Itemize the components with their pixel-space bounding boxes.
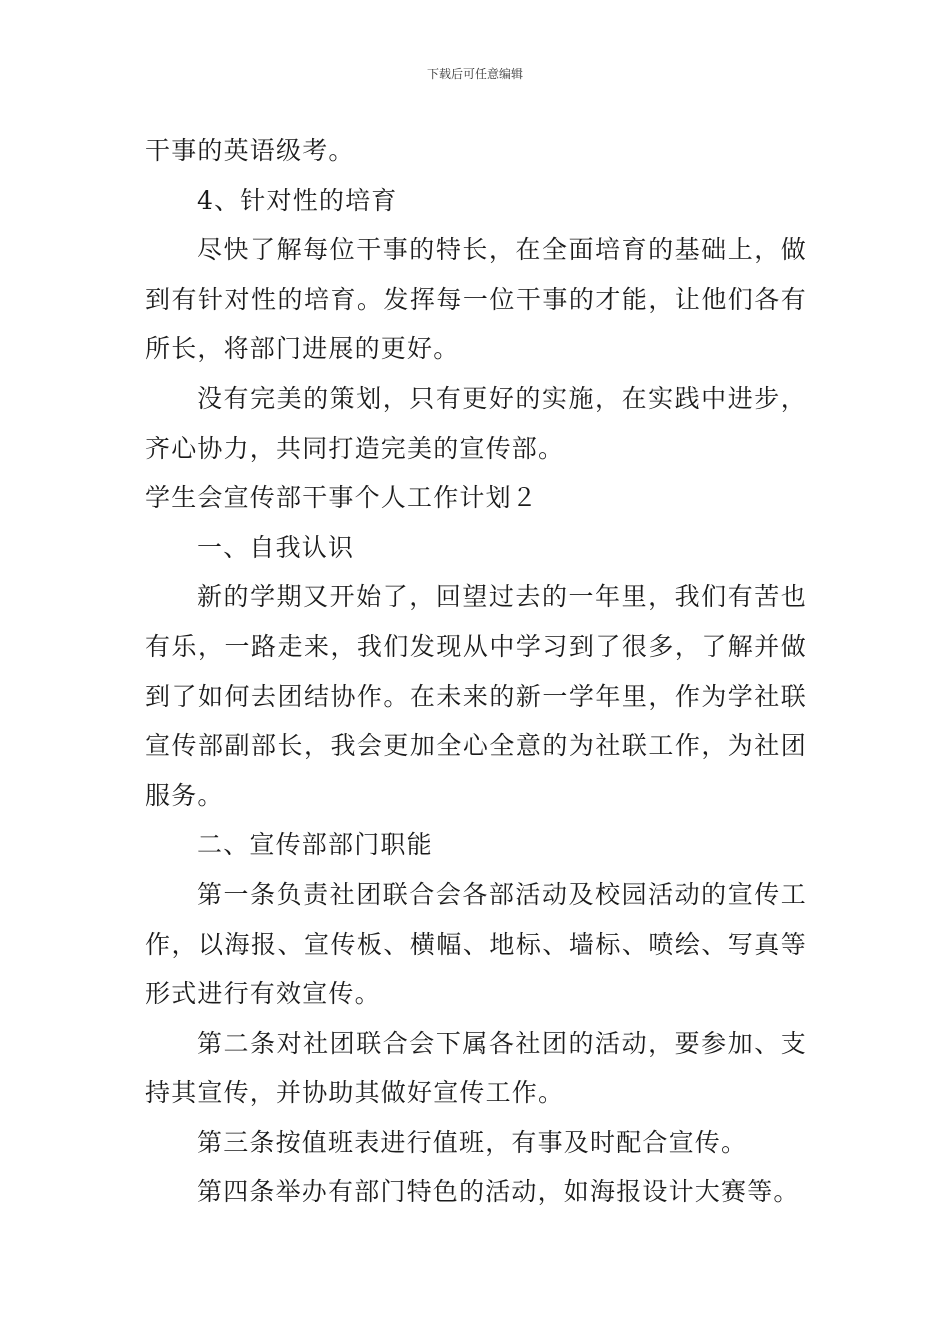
paragraph-new-semester: 新的学期又开始了，回望过去的一年里，我们有苦也有乐，一路走来，我们发现从中学习到了很多，了解并做到了如何去团结协作。在未来的新一学年里，作为学社联宣传部副部长，我会更加全心全意的为社联工作，为社团服务。 xyxy=(145,582,807,810)
paragraph-article-1: 第一条负责社团联合会各部活动及校园活动的宣传工作，以海报、宣传板、横幅、地标、墙标、喷绘、写真等形式进行有效宣传。 xyxy=(145,879,807,1009)
section-heading-self-awareness: 一、自我认识 xyxy=(197,532,355,562)
section-heading-department-functions: 二、宣传部部门职能 xyxy=(197,830,433,860)
paragraph-article-4: 第四条举办有部门特色的活动，如海报设计大赛等。 xyxy=(197,1177,800,1207)
paragraph-understand-strengths: 尽快了解每位干事的特长，在全面培育的基础上，做到有针对性的培育。发挥每一位干事的才能，让他们各有所长，将部门进展的更好。 xyxy=(145,235,807,364)
paragraph-no-perfect-plan: 没有完美的策划，只有更好的实施，在实践中进步，齐心协力，共同打造完美的宣传部。 xyxy=(145,383,807,463)
document-title-plan-2: 学生会宣传部干事个人工作计划２ xyxy=(145,483,539,513)
section-heading-targeted-training: 4、针对性的培育 xyxy=(197,185,398,215)
paragraph-article-2: 第二条对社团联合会下属各社团的活动，要参加、支持其宣传，并协助其做好宣传工作。 xyxy=(145,1028,807,1108)
paragraph-english-exam: 干事的英语级考。 xyxy=(145,136,355,165)
document-body xyxy=(145,126,807,1217)
page-header-note: 下载后可任意编辑 xyxy=(426,67,523,81)
paragraph-article-3: 第三条按值班表进行值班，有事及时配合宣传。 xyxy=(197,1127,748,1157)
